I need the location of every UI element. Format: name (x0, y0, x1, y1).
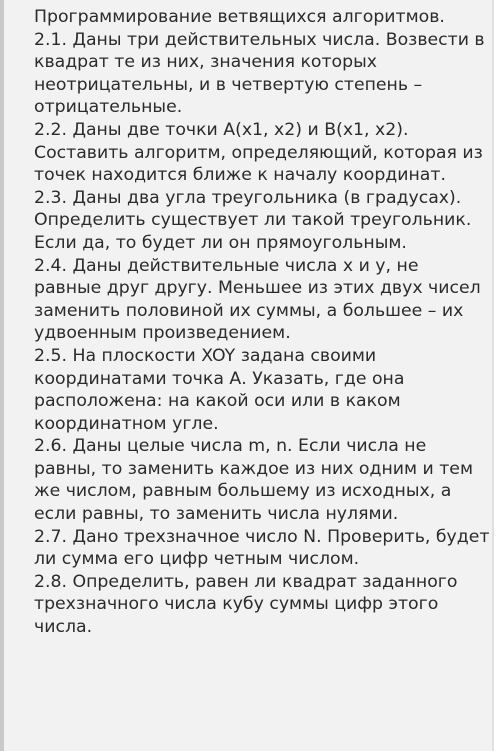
task-2-1-line-1: 2.1. Даны три действительных числа. Возвести в (34, 29, 485, 50)
document-text (34, 6, 490, 639)
task-2-1-line-2: квадрат те из них, значения которых (34, 52, 377, 73)
task-2-7-line-1: 2.7. Дано трехзначное число N. Проверить, будет (34, 526, 490, 547)
task-2-4-line-2: равные друг другу. Меньшее из этих двух чисел (34, 278, 481, 299)
task-2-5-line-3: расположена: на какой оси или в каком (34, 391, 401, 412)
task-2-8-line-1: 2.8. Определить, равен ли квадрат заданного (34, 571, 458, 592)
task-2-2-line-2: Составить алгоритм, определяющий, которая из (34, 142, 483, 163)
task-2-2-line-1: 2.2. Даны две точки A(x1, x2) и B(x1, x2). (34, 119, 409, 140)
task-2-8-line-2: трехзначного числа кубу суммы цифр этого (34, 594, 439, 615)
task-2-6-line-4: если равны, то заменить числа нулями. (34, 504, 399, 525)
task-2-4-line-3: заменить половиной их суммы, а большее – их (34, 300, 464, 321)
task-2-6-line-3: же числом, равным большему из исходных, а (34, 481, 452, 502)
task-2-3-line-1: 2.3. Даны два угла треугольника (в градусах). (34, 187, 462, 208)
document-heading: Программирование ветвящихся алгоритмов. (34, 7, 445, 27)
task-2-1-line-4: отрицательные. (34, 97, 183, 118)
task-2-8-line-3: числа. (34, 617, 93, 638)
task-2-4-line-4: удвоенным произведением. (34, 323, 291, 344)
task-2-5-line-4: координатном угле. (34, 413, 219, 434)
task-2-2-line-3: точек находится ближе к началу координат. (34, 165, 446, 186)
task-2-5-line-1: 2.5. На плоскости XOY задана своими (34, 345, 377, 366)
task-2-5-line-2: координатами точка А. Указать, где она (34, 368, 405, 389)
task-2-7-line-2: ли сумма его цифр четным числом. (34, 549, 360, 570)
task-2-6-line-1: 2.6. Даны целые числа m, n. Если числа не (34, 436, 427, 457)
task-2-4-line-1: 2.4. Даны действительные числа x и y, не (34, 255, 419, 276)
task-2-3-line-2: Определить существует ли такой треугольник. (34, 210, 472, 231)
task-2-6-line-2: равны, то заменить каждое из них одним и тем (34, 458, 473, 479)
task-2-3-line-3: Если да, то будет ли он прямоугольным. (34, 232, 407, 253)
task-2-1-line-3: неотрицательны, и в четвертую степень – (34, 74, 423, 95)
